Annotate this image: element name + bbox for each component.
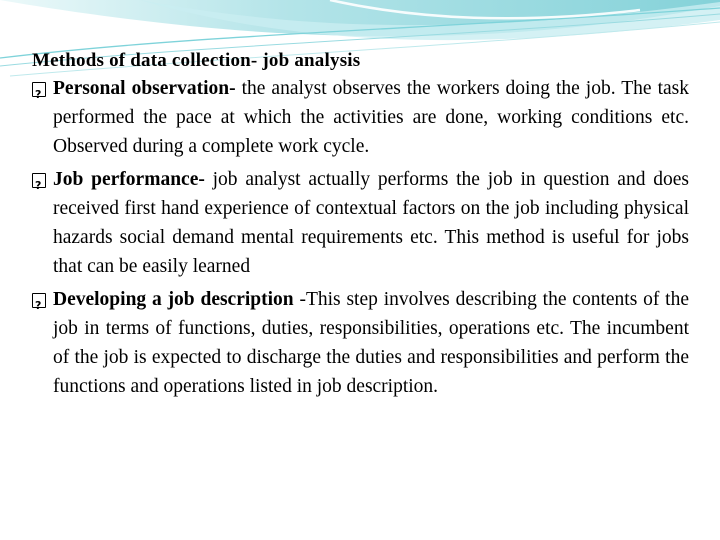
slide-content [32, 50, 689, 405]
bullet-job-performance [32, 165, 689, 281]
bullet-developing-job-description [32, 285, 689, 401]
bullet-term: Developing a job description [53, 289, 294, 310]
slide-title: Methods of data collection- job analysis [32, 50, 361, 71]
bullet-term: Job performance- [53, 169, 205, 190]
bullet-text: the analyst observes the workers doing the job. The task performed the pace at which the activities are done, working conditions etc. Observed during a complete work cycle. [53, 78, 689, 157]
bullet-personal-observation [32, 74, 689, 161]
missing-glyph-box-icon [32, 293, 46, 308]
bullet-term: Personal observation- [53, 78, 236, 99]
missing-glyph-box-icon [32, 173, 46, 188]
missing-glyph-box-icon [32, 82, 46, 97]
bullet-text: -This step involves describing the contents of the job in terms of functions, duties, responsibilities, operations etc. The incumbent of the job is expected to discharge the duties and responsibilities and perform the functions and operations listed in job description. [53, 289, 689, 397]
bullet-text: job analyst actually performs the job in question and does received first hand experience of contextual factors on the job including physical hazards social demand mental requirements etc. This method is useful for jobs that can be easily learned [53, 169, 689, 277]
